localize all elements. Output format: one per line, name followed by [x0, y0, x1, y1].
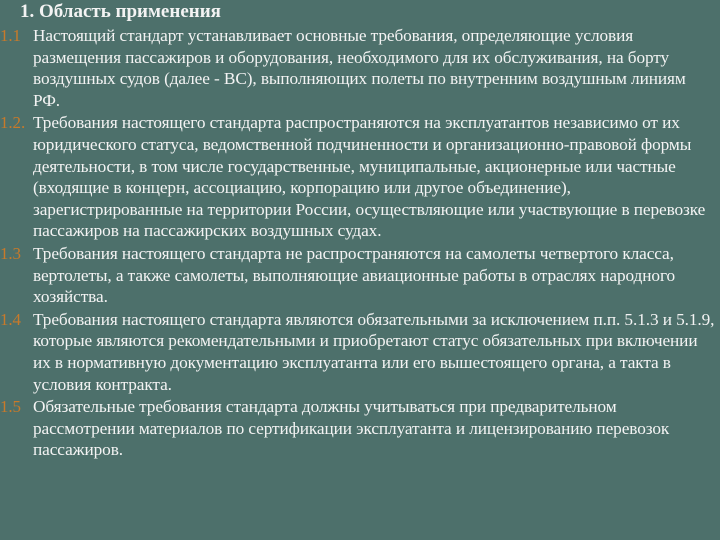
item-text: Настоящий стандарт устанавливает основные требования, определяющие условия размещения пассажиров и оборудования, необходимого для их обслуживания, на борту воздушных судов (далее - ВС), выполняющих полеты по внутренним воздушным линиям РФ. — [33, 26, 686, 110]
list-item — [0, 396, 716, 461]
item-number: 1.3 — [0, 243, 21, 263]
list-item — [0, 309, 716, 395]
item-text: Требования настоящего стандарта распространяются на эксплуатантов независимо от их юридического статуса, ведомственной подчиненности и организационно-правовой формы деятельности, в том числе государственные, муниципальные, акционерные или частные (входящие в концерн, ассоциацию, корпорацию или другое объединение), зарегистрированные на территории России, осуществляющие или участвующие в перевозке пассажиров на пассажирских воздушных судах. — [33, 113, 706, 241]
list-item — [0, 112, 716, 242]
item-text: Требования настоящего стандарта не распространяются на самолеты четвертого класса, вертолеты, а также самолеты, выполняющие авиационные работы в отраслях народного хозяйства. — [33, 243, 676, 307]
item-number: 1.5 — [0, 397, 21, 417]
requirements-list — [0, 25, 716, 462]
section-title: 1. Область применения — [20, 1, 221, 22]
item-text: Требования настоящего стандарта являются обязательными за исключением п.п. 5.1.3 и 5.1.9, которые являются рекомендательными и приобретают статус обязательных при включении их в нормативную документацию эксплуатанта или его вышестоящего органа, а такта в условия контракта. — [33, 309, 715, 394]
item-number: 1.1 — [0, 26, 21, 45]
item-number: 1.2. — [0, 113, 26, 133]
list-item — [0, 25, 716, 111]
list-item — [0, 243, 716, 308]
item-number: 1.4 — [0, 309, 21, 329]
item-text: Обязательные требования стандарта должны учитываться при предварительном рассмотрении материалов по сертификации эксплуатанта и лицензированию перевозок пассажиров. — [33, 397, 670, 460]
